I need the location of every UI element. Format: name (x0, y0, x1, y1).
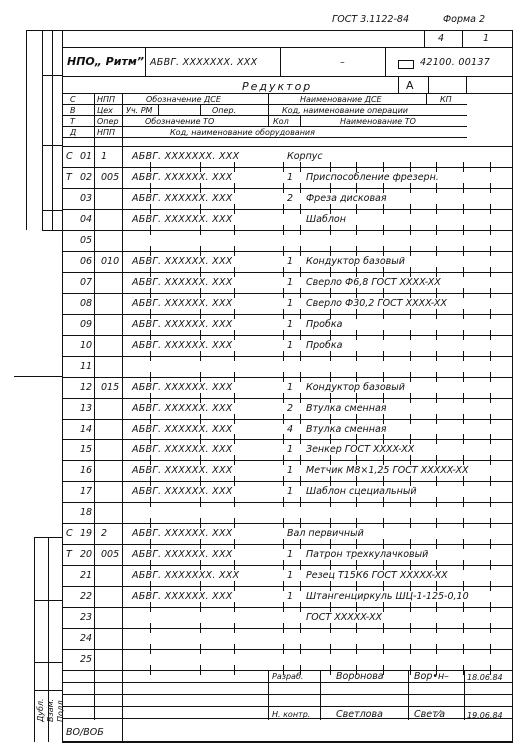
row-quantity: 1 (287, 465, 294, 477)
row-name: Кондуктор базовый (306, 255, 405, 267)
row-designation: АБВГ. XXXXXX. XXX (132, 444, 233, 456)
row-operation: 015 (101, 381, 120, 393)
row-quantity: 2 (287, 402, 294, 414)
legend-code-v: В (70, 106, 76, 115)
row-name: Вал первичный (287, 528, 364, 540)
row-designation: АБВГ. XXXXXX. XXX (132, 591, 233, 603)
row-number: 18 (80, 507, 93, 519)
doc-dash: – (340, 57, 345, 68)
row-number: 01 (80, 151, 93, 162)
legend-code-s: С (70, 95, 76, 104)
row-name: Фреза дисковая (306, 192, 387, 204)
row-number: 15 (80, 444, 93, 456)
row-designation: АБВГ. XXXXXX. XXX (132, 486, 233, 498)
row-quantity: 1 (287, 276, 294, 288)
row-name: Пробка (306, 318, 343, 330)
legend-s-c1: НПП (97, 95, 116, 104)
control-name: Светлова (336, 709, 383, 720)
row-name: Сверло Ф6,8 ГОСТ XXXX-XX (306, 276, 441, 288)
row-designation: АБВГ. XXXXXXX. XXX (132, 570, 240, 582)
row-name: Патрон трехкулачковый (306, 549, 429, 561)
doc-code: АБВГ. XXXXXXX. XXX (150, 57, 258, 68)
row-quantity: 1 (287, 381, 294, 393)
developed-signature: Вор•н– (414, 671, 449, 682)
row-designation: АБВГ. XXXXXX. XXX (132, 402, 233, 414)
legend-s-c3: Наименование ДСЕ (300, 95, 382, 104)
row-number: 07 (80, 276, 93, 288)
row-operation: 1 (101, 151, 108, 162)
row-name: Пробка (306, 339, 343, 351)
row-operation: 005 (101, 549, 120, 561)
legend-t-c2: Обозначение ТО (145, 117, 215, 126)
row-name: Кондуктор базовый (306, 381, 405, 393)
row-number: 20 (80, 549, 93, 561)
legend-v-c3: Код, наименование операции (282, 106, 408, 115)
row-number: 05 (80, 234, 93, 246)
letter: А (406, 79, 414, 92)
legend-d-c1: НПП (97, 128, 116, 137)
developed-label: Разраб. (272, 672, 304, 681)
row-name: Зенкер ГОСТ XXXX-XX (306, 444, 415, 456)
row-name: Шаблон (306, 213, 346, 225)
control-signature: Свет⁄а (414, 709, 446, 720)
row-quantity: 1 (287, 549, 294, 561)
row-designation: АБВГ. XXXXXX. XXX (132, 339, 233, 351)
row-designation: АБВГ. XXXXXX. XXX (132, 276, 233, 288)
row-number: 19 (80, 528, 93, 540)
row-designation: АБВГ. XXXXXX. XXX (132, 381, 233, 393)
row-quantity: 4 (287, 423, 294, 435)
row-number: 12 (80, 381, 93, 393)
row-number: 21 (80, 570, 93, 582)
row-number: 04 (80, 213, 93, 225)
row-designation: АБВГ. XXXXXX. XXX (132, 423, 233, 435)
row-number: 08 (80, 297, 93, 309)
doc-number: 42100. 00137 (420, 57, 491, 68)
row-designation: АБВГ. XXXXXX. XXX (132, 172, 233, 183)
legend-code-t: Т (70, 117, 75, 126)
row-number: 22 (80, 591, 93, 603)
row-quantity: 1 (287, 297, 294, 309)
row-quantity: 1 (287, 172, 294, 183)
row-name: ГОСТ XXXXX-XX (306, 612, 382, 624)
legend-t-c4: Наименование ТО (340, 117, 416, 126)
side-podl: Подл. (56, 697, 65, 722)
legend-v-c2: Уч. РМ (126, 106, 153, 115)
row-number: 13 (80, 402, 93, 414)
row-quantity: 1 (287, 339, 294, 351)
row-code: Т (66, 172, 72, 183)
legend-s-c2: Обозначение ДСЕ (146, 95, 221, 104)
row-designation: АБВГ. XXXXXX. XXX (132, 255, 233, 267)
product-title: Редуктор (242, 80, 313, 93)
row-name: Корпус (287, 151, 323, 162)
row-code: С (66, 151, 73, 162)
row-number: 02 (80, 172, 93, 183)
row-operation: 2 (101, 528, 108, 540)
developed-name: Воронова (336, 671, 384, 682)
row-designation: АБВГ. XXXXXXX. XXX (132, 151, 240, 162)
sheets-total: 1 (483, 33, 490, 44)
row-designation: АБВГ. XXXXXX. XXX (132, 528, 233, 540)
row-quantity: 1 (287, 570, 294, 582)
legend-v-c1: Цех (97, 106, 113, 115)
org-name: НПО„ Ритм” (67, 55, 144, 68)
doc-number-box-icon (398, 60, 414, 69)
row-number: 16 (80, 465, 93, 477)
row-number: 24 (80, 633, 93, 645)
row-quantity: 1 (287, 255, 294, 267)
row-designation: АБВГ. XXXXXX. XXX (132, 465, 233, 477)
legend-d-c2: Код, наименование оборудования (170, 128, 315, 137)
row-designation: АБВГ. XXXXXX. XXX (132, 318, 233, 330)
row-number: 25 (80, 654, 93, 665)
row-number: 03 (80, 192, 93, 204)
row-number: 09 (80, 318, 93, 330)
row-name: Штангенциркуль ШЦ-1-125-0,10 (306, 591, 469, 603)
row-number: 10 (80, 339, 93, 351)
row-quantity: 2 (287, 192, 294, 204)
legend-t-c1: Опер (97, 117, 119, 126)
row-quantity: 1 (287, 591, 294, 603)
row-designation: АБВГ. XXXXXX. XXX (132, 192, 233, 204)
row-code: С (66, 528, 73, 540)
side-dubl: Дубл. (36, 698, 45, 722)
legend-code-d: Д (70, 128, 77, 137)
control-date: 19.06.84 (467, 711, 503, 720)
footer-code: ВО/ВОБ (66, 727, 104, 738)
row-name: Втулка сменная (306, 423, 387, 435)
row-name: Шаблон сцециальный (306, 486, 417, 498)
row-name: Приспособление фрезерн. (306, 172, 439, 183)
row-quantity: 1 (287, 318, 294, 330)
row-name: Метчик М8×1,25 ГОСТ XXXXX-XX (306, 465, 469, 477)
row-code: Т (66, 549, 72, 561)
control-label: Н. контр. (272, 710, 311, 719)
row-name: Втулка сменная (306, 402, 387, 414)
row-quantity: 1 (287, 486, 294, 498)
row-operation: 005 (101, 172, 120, 183)
row-designation: АБВГ. XXXXXX. XXX (132, 213, 233, 225)
legend-t-c3: Кол (273, 117, 289, 126)
row-name: Сверло Ф30,2 ГОСТ XXXX-XX (306, 297, 447, 309)
row-operation: 010 (101, 255, 120, 267)
developed-date: 18.06.84 (467, 673, 503, 682)
legend-s-c4: КП (440, 95, 452, 104)
legend-v-c2b: Опер. (212, 106, 237, 115)
side-vzam: Взам. (46, 698, 55, 722)
row-quantity: 1 (287, 444, 294, 456)
row-number: 06 (80, 255, 93, 267)
row-number: 11 (80, 360, 93, 372)
gost-label: ГОСТ 3.1122-84 (332, 14, 409, 25)
row-designation: АБВГ. XXXXXX. XXX (132, 549, 233, 561)
row-number: 23 (80, 612, 93, 624)
form-label: Форма 2 (443, 14, 486, 25)
row-number: 14 (80, 423, 93, 435)
sheet-number: 4 (438, 33, 445, 44)
row-designation: АБВГ. XXXXXX. XXX (132, 297, 233, 309)
row-name: Резец Т15К6 ГОСТ XXXXX-XX (306, 570, 448, 582)
row-number: 17 (80, 486, 93, 498)
